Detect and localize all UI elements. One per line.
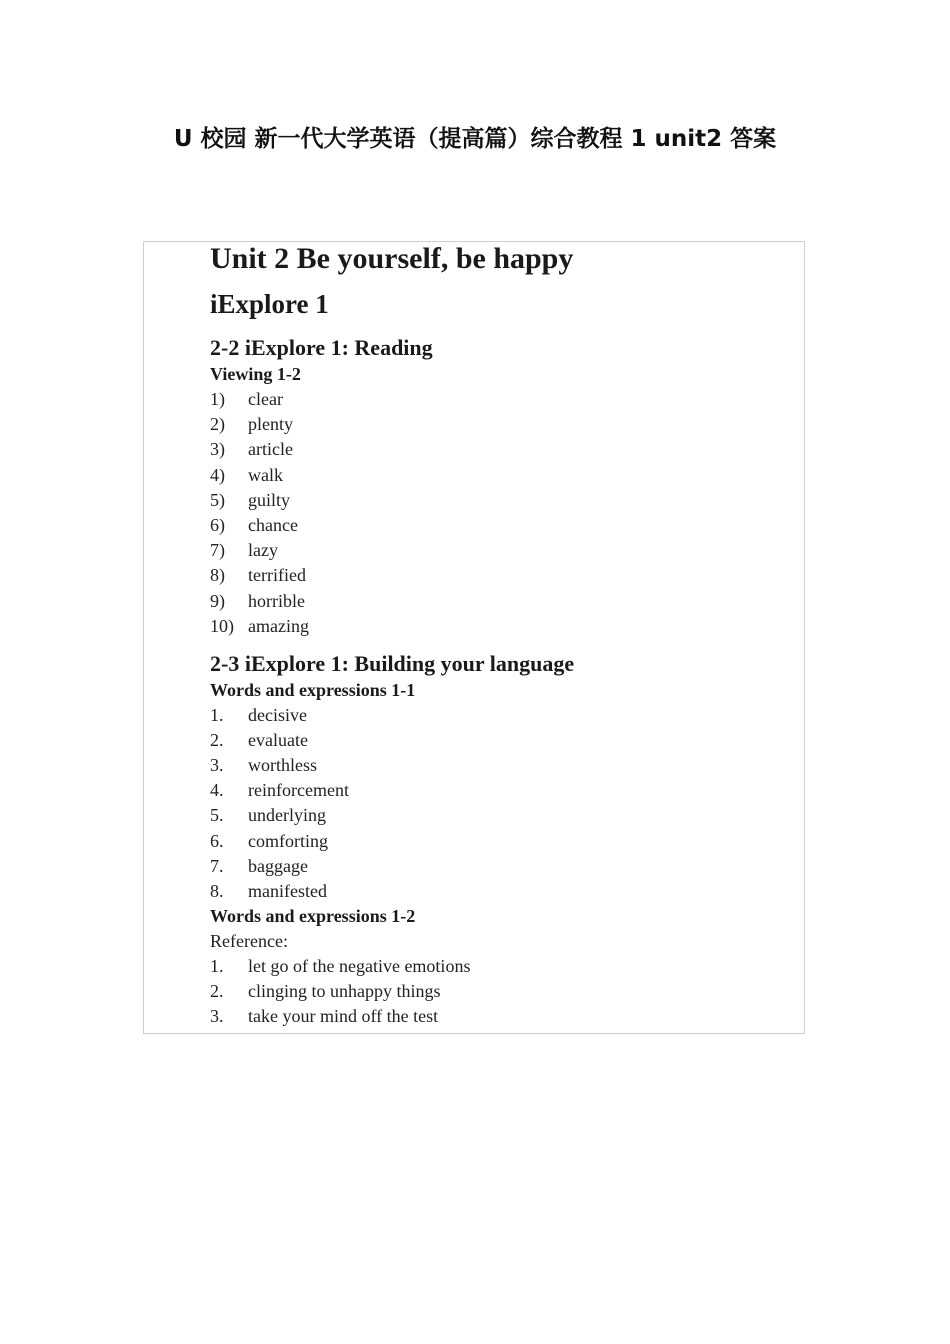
item-number: 8.	[210, 880, 224, 901]
item-answer: manifested	[248, 880, 327, 901]
item-number: 1.	[210, 956, 224, 976]
item-answer: take your mind off the test	[248, 1006, 439, 1027]
reading-heading: 2-2 iExplore 1: Reading	[210, 335, 433, 360]
item-number: 1.	[210, 705, 224, 725]
item-answer: clear	[248, 389, 283, 409]
item-answer: terrified	[248, 565, 306, 586]
item-answer: amazing	[248, 615, 309, 636]
item-number: 2.	[210, 981, 224, 1002]
viewing-subheading: Viewing 1-2	[210, 364, 301, 384]
item-number: 1)	[210, 389, 225, 409]
item-answer: clinging to unhappy things	[248, 981, 441, 1002]
item-number: 5.	[210, 805, 224, 826]
item-number: 4)	[210, 464, 225, 485]
unit-title: Unit 2 Be yourself, be happy	[210, 242, 574, 275]
item-number: 8)	[210, 565, 225, 586]
scanned-answer-sheet	[143, 241, 805, 1034]
item-answer: reinforcement	[248, 780, 349, 801]
item-answer: let go of the negative emotions	[248, 956, 471, 976]
item-answer: lazy	[248, 540, 278, 561]
item-answer: guilty	[248, 489, 291, 510]
item-number: 6)	[210, 515, 225, 535]
item-answer: horrible	[248, 590, 305, 611]
reference-label: Reference:	[210, 931, 288, 951]
item-number: 6.	[210, 830, 224, 851]
building-heading: 2-3 iExplore 1: Building your language	[210, 651, 575, 676]
explore-title: iExplore 1	[210, 289, 329, 319]
page-title: U 校园 新一代大学英语（提高篇）综合教程 1 unit2 答案	[173, 126, 777, 152]
item-number: 3.	[210, 1006, 224, 1027]
item-answer: article	[248, 439, 293, 460]
item-number: 2.	[210, 730, 224, 751]
item-number: 7)	[210, 540, 225, 561]
words-expressions-1-1-heading: Words and expressions 1-1	[210, 680, 416, 700]
item-number: 3)	[210, 439, 225, 460]
item-answer: underlying	[248, 805, 326, 826]
item-answer: chance	[248, 515, 298, 535]
item-number: 3.	[210, 755, 224, 776]
item-answer: comforting	[248, 830, 328, 851]
item-number: 2)	[210, 414, 225, 435]
words-expressions-1-2-heading: Words and expressions 1-2	[210, 906, 416, 926]
item-number: 10)	[210, 615, 234, 636]
item-answer: decisive	[248, 705, 307, 725]
item-number: 7.	[210, 855, 224, 876]
item-number: 5)	[210, 489, 225, 510]
item-number: 9)	[210, 590, 225, 611]
item-answer: evaluate	[248, 730, 308, 751]
item-number: 4.	[210, 780, 224, 801]
item-answer: worthless	[248, 755, 317, 776]
item-answer: baggage	[248, 855, 308, 876]
item-answer: walk	[248, 464, 283, 485]
item-answer: plenty	[248, 414, 293, 435]
